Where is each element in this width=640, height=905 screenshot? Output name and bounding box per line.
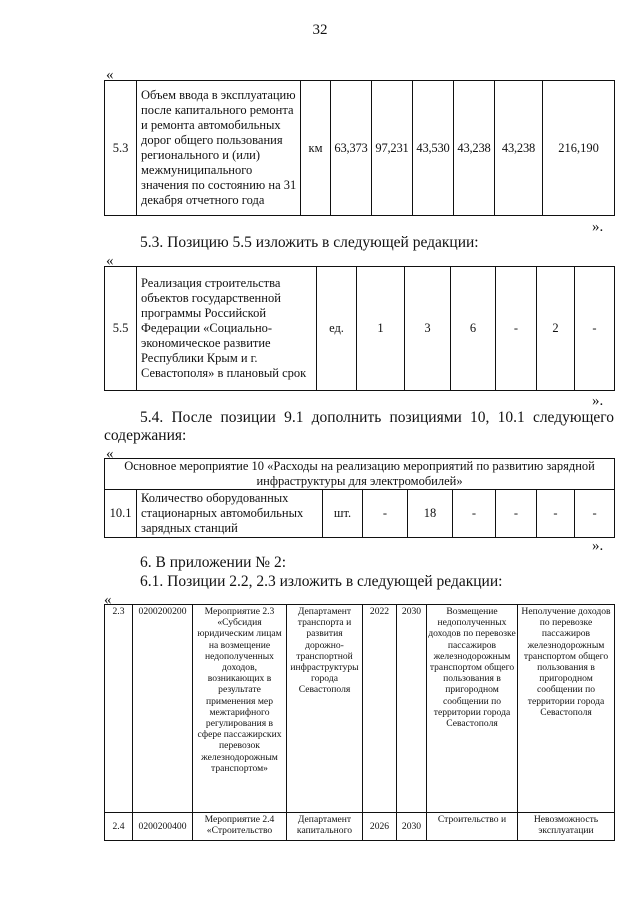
budget-code: 0200200400 xyxy=(133,813,193,841)
table-row xyxy=(105,490,615,538)
quote-close: ». xyxy=(592,538,604,554)
activity-table xyxy=(104,604,615,841)
table-row xyxy=(105,459,615,490)
indicator-table-10 xyxy=(104,458,615,538)
budget-code: 0200200200 xyxy=(133,605,193,813)
value-cell: - xyxy=(363,490,408,538)
paragraph-5-4-line1: 5.4. После позиции 9.1 дополнить позициями 10, 10.1 следующего xyxy=(140,409,614,426)
row-number: 5.5 xyxy=(105,267,137,391)
consequence: Невозможность эксплуатации xyxy=(518,813,615,841)
quote-open: « xyxy=(104,592,112,608)
value-cell: - xyxy=(575,490,615,538)
unit: шт. xyxy=(323,490,363,538)
value-cell: 18 xyxy=(408,490,453,538)
event-name: Мероприятие 2.3 «Субсидия юридическим лицам на возмещение недополученных доходов, возникающих в результате применения мер межтарифного регулирования в сфере пассажирских перевозок железнодорожным транспортом» xyxy=(193,605,287,813)
value-cell: 6 xyxy=(451,267,496,391)
table-row xyxy=(105,81,615,216)
row-number: 10.1 xyxy=(105,490,137,538)
paragraph-6: 6. В приложении № 2: xyxy=(140,554,287,571)
indicator-table-5-5 xyxy=(104,266,615,391)
end-year: 2030 xyxy=(397,605,427,813)
table-row xyxy=(105,605,615,813)
executor: Департамент капитального xyxy=(287,813,363,841)
indicator-table-5-3 xyxy=(104,80,615,216)
value-cell: - xyxy=(496,490,537,538)
value-cell: 1 xyxy=(357,267,405,391)
value-cell: 43,238 xyxy=(495,81,543,216)
indicator-name: Объем ввода в эксплуатацию после капитального ремонта и ремонта автомобильных дорог общего пользования регионального и (или) межмуниципального значения по состоянию на 31 декабря отчетного года xyxy=(137,81,301,216)
indicator-name: Реализация строительства объектов государственной программы Российской Федерации «Социально-экономическое развитие Республики Крым и г. Севастополя» в плановый срок xyxy=(137,267,317,391)
expected-result: Возмещение недополученных доходов по перевозке пассажиров железнодорожным транспортом общего пользования в пригородном сообщении по территории города Севастополя xyxy=(427,605,518,813)
value-cell: 3 xyxy=(405,267,451,391)
value-cell: 43,530 xyxy=(413,81,454,216)
page-number: 32 xyxy=(312,22,328,38)
executor: Департамент транспорта и развития дорожно-транспортной инфраструктуры города Севастополя xyxy=(287,605,363,813)
value-cell: 2 xyxy=(537,267,575,391)
value-cell: - xyxy=(453,490,496,538)
unit: ед. xyxy=(317,267,357,391)
expected-result: Строительство и xyxy=(427,813,518,841)
unit: км xyxy=(301,81,331,216)
consequence: Неполучение доходов по перевозке пассажиров железнодорожным транспортом общего пользования в пригородном сообщении по территории города Севастополя xyxy=(518,605,615,813)
quote-close: ». xyxy=(592,393,604,409)
row-number: 5.3 xyxy=(105,81,137,216)
quote-close: ». xyxy=(592,219,604,235)
quote-open: « xyxy=(106,446,114,462)
start-year: 2026 xyxy=(363,813,397,841)
value-cell: - xyxy=(575,267,615,391)
quote-open: « xyxy=(106,253,114,269)
value-cell: 216,190 xyxy=(543,81,615,216)
table-row xyxy=(105,267,615,391)
event-name: Мероприятие 2.4 «Строительство xyxy=(193,813,287,841)
value-cell: - xyxy=(537,490,575,538)
value-cell: - xyxy=(496,267,537,391)
table-row xyxy=(105,813,615,841)
value-cell: 97,231 xyxy=(372,81,413,216)
quote-open: « xyxy=(106,67,114,83)
paragraph-5-4-line2: содержания: xyxy=(104,427,187,444)
end-year: 2030 xyxy=(397,813,427,841)
value-cell: 63,373 xyxy=(331,81,372,216)
row-number: 2.4 xyxy=(105,813,133,841)
indicator-name: Количество оборудованных стационарных автомобильных зарядных станций xyxy=(137,490,323,538)
start-year: 2022 xyxy=(363,605,397,813)
row-number: 2.3 xyxy=(105,605,133,813)
main-activity-header: Основное мероприятие 10 «Расходы на реализацию мероприятий по развитию зарядной инфраструктуры для электромобилей» xyxy=(105,459,615,490)
paragraph-6-1: 6.1. Позиции 2.2, 2.3 изложить в следующей редакции: xyxy=(140,573,503,590)
paragraph-5-3: 5.3. Позицию 5.5 изложить в следующей редакции: xyxy=(140,234,479,251)
value-cell: 43,238 xyxy=(454,81,495,216)
